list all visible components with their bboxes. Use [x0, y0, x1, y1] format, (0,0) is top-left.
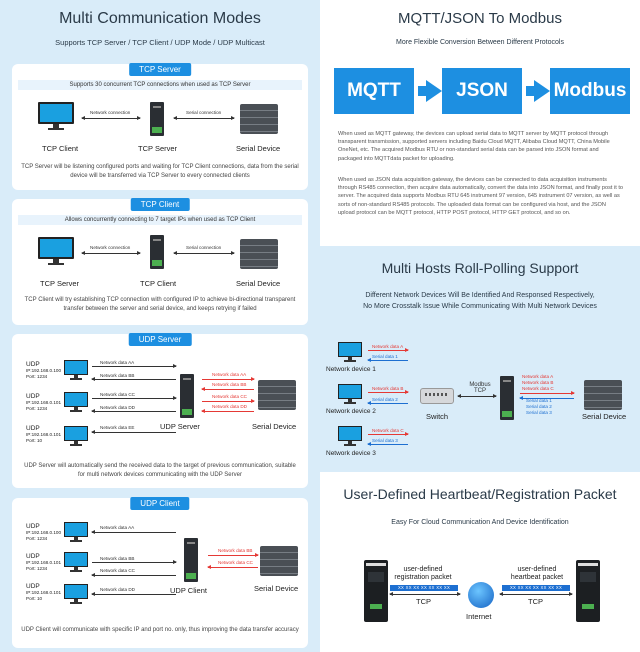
link-label: Network data DD [100, 587, 135, 592]
link-label: Network data C [372, 428, 404, 433]
data-arrow [92, 575, 176, 576]
link-label: Network data CC [100, 568, 135, 573]
link-label: Network data EE [100, 425, 135, 430]
tcp-client-band: Allows concurrently connecting to 7 target IPs when used as TCP Client [18, 215, 302, 225]
link-label: Network data AA [100, 525, 135, 530]
right-up-label: Network data C [522, 386, 554, 391]
tcp-client-desc: TCP Client will try establishing TCP connection with configured IP to achieve bi-directional transparent transfer between the server and serial device, and keeps retrying if failed [24, 297, 296, 312]
link-label: Serial data 3 [372, 438, 398, 443]
modbus-box: Modbus [550, 68, 630, 114]
right-down-label: Serial data 3 [526, 410, 552, 415]
serial-device-label: Serial Device [254, 584, 299, 593]
monitor-icon [64, 426, 88, 446]
serial-arrow [520, 393, 574, 394]
network-arrow [82, 118, 140, 119]
switch-icon [420, 388, 454, 404]
polling-subtitle-2: No More Crosstalk Issue While Communicating With Multi Network Devices [363, 303, 597, 310]
data-arrow [368, 392, 408, 393]
gateway-icon [180, 374, 194, 418]
monitor-icon [338, 384, 362, 404]
serial-arrow [520, 398, 574, 399]
udp-client-label: UDP Client [170, 586, 207, 595]
data-arrow [368, 444, 408, 445]
data-arrow [92, 411, 176, 412]
link-label: Network data A [372, 344, 404, 349]
data-arrow [92, 562, 176, 563]
left-subtitle: Supports TCP Server / TCP Client / UDP Mode / UDP Multicast [55, 38, 265, 47]
polling-subtitle-1: Different Network Devices Will Be Identified And Responsed Respectively, [365, 292, 595, 299]
serial-arrow [202, 379, 254, 380]
udp-server-label: UDP Server [160, 422, 200, 431]
monitor-icon [38, 102, 74, 130]
serial-arrow [202, 389, 254, 390]
gateway-icon [184, 538, 198, 582]
data-arrow [92, 594, 176, 595]
device-icon [576, 560, 600, 622]
gateway-icon [500, 376, 514, 420]
udp-node-label: UDP IP:192.168.0.101 Port: 1234 [26, 553, 61, 571]
serial-arrow [174, 118, 234, 119]
link-label: Network data BB [100, 556, 135, 561]
monitor-icon [64, 360, 88, 380]
serial-link-label: Network data CC [218, 560, 253, 565]
serial-link-label: Network data BB [218, 548, 253, 553]
data-arrow [368, 403, 408, 404]
right-panel [320, 0, 640, 652]
serial-device-icon [240, 104, 278, 134]
json-paragraph: When used as JSON data acquisition gateway, the devices can be connected to data acquisition instruments through RS485 connection, then acquire data automatically, convert the data into JSON format, and finally post it to server. The acquired data supports Modbus RTU 645 instrument 97 version, 645 instrument 07 version, as well as sorts of non-standard RS485 protocols. The uploaded data format can be configured via host, and the JSON upload protocol can be MQTT protocol, HTTP POST protocol, HTTP GET protocol, and so on. [338, 177, 624, 216]
serial-device-label: Serial Device [236, 279, 281, 288]
device-icon [364, 560, 388, 622]
data-arrow [92, 379, 176, 380]
link-label: Network data CC [100, 392, 135, 397]
udp-node-label: UDP IP:192.168.0.100 Port: 1234 [26, 523, 61, 541]
monitor-icon [64, 584, 88, 604]
link-label: Serial connection [186, 110, 222, 115]
serial-arrow [202, 411, 254, 412]
serial-device-label: Serial Device [252, 422, 297, 431]
link-label: Serial connection [186, 245, 222, 250]
serial-arrow [202, 401, 254, 402]
internet-label: Internet [466, 612, 492, 621]
tcp-client-label: TCP Client [42, 144, 79, 153]
gateway-icon [150, 102, 164, 136]
mqtt-paragraph: When used as MQTT gateway, the devices can upload serial data to MQTT server by MQTT protocol through transparent transmission, supported servers including Baidu Cloud MQTT, Alibaba Cloud MQTT, China Mobile OneNet, etc. The acquired Modbus RTU or non-standard serial data can be parsed into JSON format and packaged into MQTTdata packet for uploading. [338, 131, 610, 162]
globe-icon [468, 582, 494, 608]
data-arrow [368, 434, 408, 435]
mqtt-subtitle: More Flexible Conversion Between Different Protocols [396, 39, 564, 46]
monitor-icon [338, 342, 362, 362]
serial-device-icon [260, 546, 298, 576]
heartbeat-code: XX XX XX XX XX XX XX [502, 585, 570, 591]
tcp-label: TCP [528, 597, 543, 606]
polling-section [320, 246, 640, 472]
tcp-label: TCP [416, 597, 431, 606]
data-arrow [92, 432, 176, 433]
data-arrow [368, 350, 408, 351]
monitor-icon [64, 552, 88, 572]
serial-link-label: Network data CC [212, 394, 247, 399]
network-device-label: Network device 3 [326, 450, 376, 457]
link-label: Network data B [372, 386, 404, 391]
right-down-label: Serial data 1 [526, 398, 552, 403]
link-label: Network connection [90, 245, 131, 250]
right-down-label: Serial data 2 [526, 404, 552, 409]
udp-server-title: UDP Server [129, 333, 192, 346]
tcp-client-card [12, 199, 308, 325]
network-device-label: Network device 2 [326, 408, 376, 415]
serial-arrow [208, 567, 258, 568]
serial-link-label: Network data AA [212, 372, 247, 377]
serial-link-label: Network data DD [212, 404, 247, 409]
link-arrow [458, 396, 496, 397]
tcp-server-title: TCP Server [129, 63, 191, 76]
udp-node-label: UDP IP:192.168.0.101 Port: 1234 [26, 393, 61, 411]
serial-link-label: Network data BB [212, 382, 247, 387]
monitor-icon [64, 392, 88, 412]
mqtt-box: MQTT [334, 68, 414, 114]
data-arrow [368, 360, 408, 361]
tcp-arrow [500, 594, 572, 595]
registration-packet-label: user-defined registration packet [394, 566, 452, 581]
link-label: Network connection [90, 110, 131, 115]
serial-device-icon [258, 380, 296, 410]
udp-node-label: UDP IP:192.168.0.101 Port: 10 [26, 425, 61, 443]
monitor-icon [338, 426, 362, 446]
arrow-icon [534, 80, 550, 102]
right-up-label: Network data B [522, 380, 554, 385]
link-label: Serial data 2 [372, 397, 398, 402]
serial-device-label: Serial Device [582, 412, 627, 421]
modbus-tcp-label: Modbus TCP [469, 382, 491, 394]
tcp-server-band: Supports 30 concurrent TCP connections when used as TCP Server [18, 80, 302, 90]
udp-client-title: UDP Client [130, 497, 189, 510]
tcp-client-title: TCP Client [131, 198, 190, 211]
heartbeat-packet-label: user-defined heartbeat packet [510, 566, 564, 581]
udp-server-desc: UDP Server will automatically send the received data to the target of previous communication, suitable for multi network devices communicating with the UDP Server [24, 463, 296, 478]
udp-node-label: UDP IP:192.168.0.100 Port: 1234 [26, 361, 61, 379]
serial-arrow [174, 253, 234, 254]
registration-code: XX XX XX XX XX XX XX [390, 585, 458, 591]
data-arrow [92, 532, 176, 533]
left-title: Multi Communication Modes [59, 10, 261, 27]
heartbeat-subtitle: Easy For Cloud Communication And Device Identification [391, 519, 569, 526]
tcp-client-label: TCP Client [140, 279, 177, 288]
polling-title: Multi Hosts Roll-Polling Support [381, 260, 579, 276]
json-box: JSON [442, 68, 522, 114]
serial-device-icon [584, 380, 622, 410]
udp-server-card [12, 334, 308, 488]
tcp-server-label: TCP Server [40, 279, 80, 288]
serial-device-icon [240, 239, 278, 269]
switch-label: Switch [426, 412, 449, 421]
link-label: Network data AA [100, 360, 135, 365]
udp-client-card [12, 498, 308, 648]
gateway-icon [150, 235, 164, 269]
data-arrow [92, 366, 176, 367]
arrow-icon [426, 80, 442, 102]
mqtt-title: MQTT/JSON To Modbus [398, 10, 562, 27]
tcp-arrow [390, 594, 460, 595]
serial-arrow [208, 555, 258, 556]
monitor-icon [38, 237, 74, 265]
data-arrow [92, 398, 176, 399]
link-label: Network data BB [100, 373, 135, 378]
link-label: Serial data 1 [372, 354, 398, 359]
serial-device-label: Serial Device [236, 144, 281, 153]
udp-client-desc: UDP Client will communicate with specific IP and port no. only, thus improving the data transfer accuracy [21, 627, 299, 633]
network-device-label: Network device 1 [326, 366, 376, 373]
network-arrow [82, 253, 140, 254]
tcp-server-label: TCP Server [138, 144, 178, 153]
monitor-icon [64, 522, 88, 542]
udp-node-label: UDP IP:192.168.0.101 Port: 10 [26, 583, 61, 601]
heartbeat-title: User-Defined Heartbeat/Registration Packet [343, 486, 617, 502]
right-up-label: Network data A [522, 374, 554, 379]
link-label: Network data DD [100, 405, 135, 410]
tcp-server-desc: TCP Server will be listening configured ports and waiting for TCP Client connections, data from the serial device will be transferred via TCP Server to every connected clients [21, 164, 299, 179]
tcp-server-card [12, 64, 308, 190]
